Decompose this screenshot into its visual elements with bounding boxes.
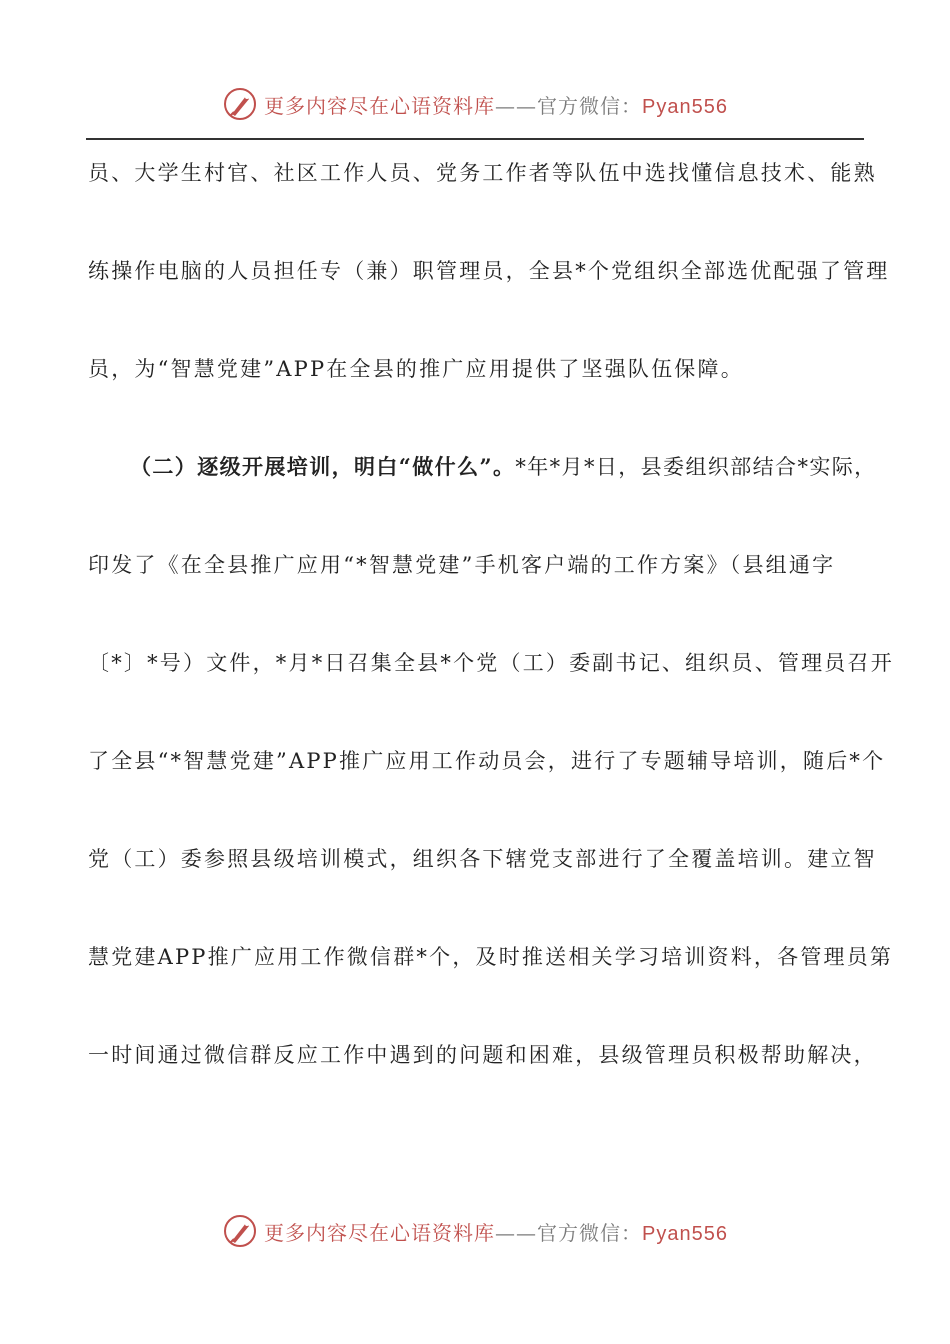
header-wechat-id: Pyan556 (642, 95, 728, 118)
footer-banner-text (264, 1217, 728, 1246)
footer-wechat-id: Pyan556 (642, 1222, 728, 1245)
header-banner (0, 84, 950, 124)
header-wechat-label: 官方微信： (537, 93, 643, 118)
quill-logo-icon (222, 86, 258, 122)
footer-wechat-label: 官方微信： (537, 1220, 643, 1245)
header-banner-text (264, 90, 728, 119)
header-divider (86, 138, 864, 140)
paragraph2-line-2: 印发了《在全县推广应用“*智慧党建”手机客户端的工作方案》（县组通字 (88, 553, 836, 577)
section-heading: （二）逐级开展培训，明白“做什么”。 (130, 454, 516, 479)
header-site-name: 更多内容尽在心语资料库 (264, 93, 496, 118)
paragraph2-line-7: 一时间通过微信群反应工作中遇到的问题和困难，县级管理员积极帮助解决， (88, 1043, 877, 1067)
paragraph2-line-6: 慧党建APP推广应用工作微信群*个，及时推送相关学习培训资料，各管理员第 (88, 945, 894, 969)
paragraph2-line-1-rest: *年*月*日，县委组织部结合*实际， (515, 455, 877, 479)
paragraph2-line-3: 〔*〕*号）文件，*月*日召集全县*个党（工）委副书记、组织员、管理员召开 (88, 651, 894, 675)
footer-site-name: 更多内容尽在心语资料库 (264, 1220, 496, 1245)
paragraph2-line-4: 了全县“*智慧党建”APP推广应用工作动员会，进行了专题辅导培训，随后*个 (88, 749, 886, 773)
document-body (88, 146, 894, 1126)
header-dash: —— (495, 93, 538, 118)
paragraph2-line-5: 党（工）委参照县级培训模式，组织各下辖党支部进行了全覆盖培训。建立智 (88, 847, 877, 871)
quill-logo-icon (222, 1213, 258, 1249)
paragraph1-line-1: 员、大学生村官、社区工作人员、党务工作者等队伍中选找懂信息技术、能熟 (88, 161, 877, 185)
paragraph1-line-2: 练操作电脑的人员担任专（兼）职管理员，全县*个党组织全部选优配强了管理 (88, 259, 890, 283)
paragraph2-line-1 (88, 440, 877, 538)
footer-dash: —— (495, 1220, 538, 1245)
paragraph1-line-3: 员，为“智慧党建”APP在全县的推广应用提供了坚强队伍保障。 (88, 357, 744, 381)
footer-banner (0, 1211, 950, 1251)
